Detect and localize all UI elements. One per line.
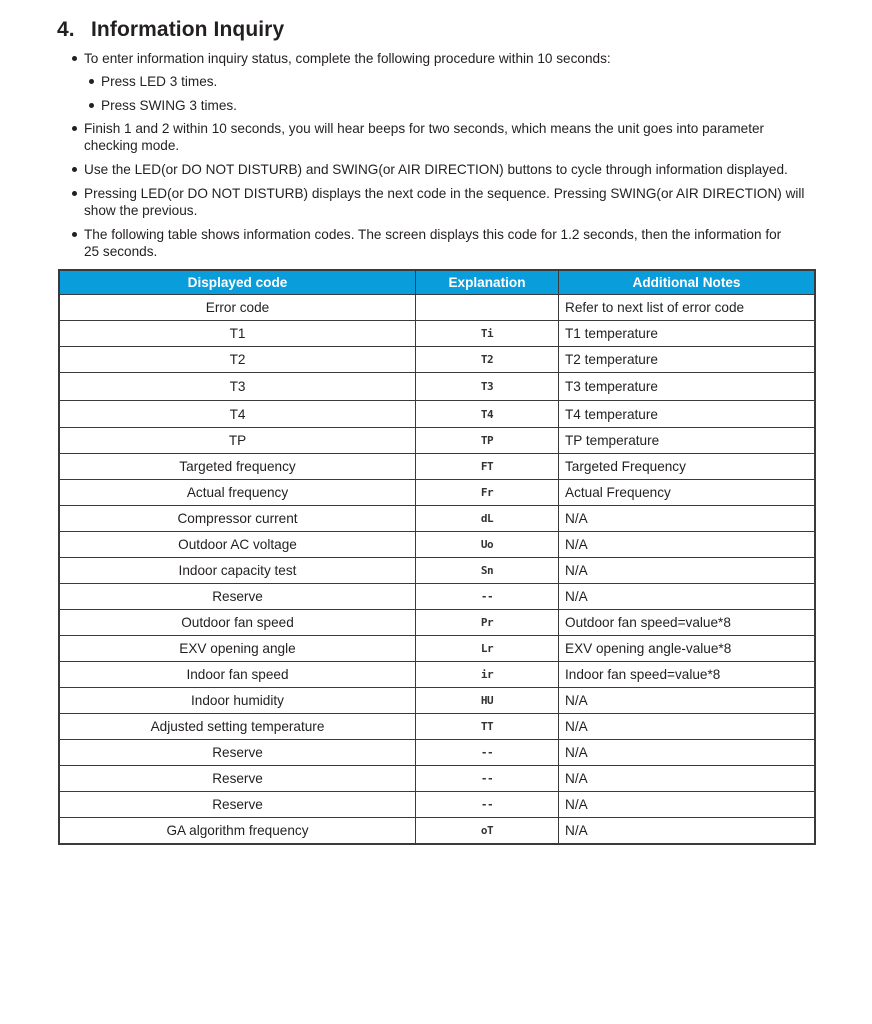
section-number: 4. bbox=[57, 18, 75, 41]
bullet-text-continued: 25 seconds. bbox=[84, 244, 158, 259]
column-header-additional-notes: Additional Notes bbox=[559, 270, 816, 295]
cell-notes: Outdoor fan speed=value*8 bbox=[559, 610, 816, 636]
cell-displayed-code: EXV opening angle bbox=[59, 636, 416, 662]
bullet-text: The following table shows information codes. The screen displays this code for 1.2 seconds, then the information for bbox=[84, 227, 782, 242]
cell-notes: T2 temperature bbox=[559, 347, 816, 373]
cell-displayed-code: T3 bbox=[59, 373, 416, 401]
cell-notes: T4 temperature bbox=[559, 401, 816, 428]
table-row bbox=[59, 454, 815, 480]
bullet-icon bbox=[72, 126, 77, 131]
cell-display-glyph: Ti bbox=[416, 321, 559, 347]
bullet-icon bbox=[72, 56, 77, 61]
cell-notes: N/A bbox=[559, 792, 816, 818]
table-row bbox=[59, 373, 815, 401]
table-row bbox=[59, 740, 815, 766]
bullet-item bbox=[84, 161, 788, 178]
table-row bbox=[59, 347, 815, 373]
table-row bbox=[59, 792, 815, 818]
table-row bbox=[59, 714, 815, 740]
bullet-text-continued: checking mode. bbox=[84, 138, 180, 153]
cell-notes: T1 temperature bbox=[559, 321, 816, 347]
cell-display-glyph: TP bbox=[416, 428, 559, 454]
cell-notes: N/A bbox=[559, 532, 816, 558]
cell-display-glyph: -- bbox=[416, 584, 559, 610]
cell-display-glyph: HU bbox=[416, 688, 559, 714]
cell-display-glyph: Sn bbox=[416, 558, 559, 584]
table-row bbox=[59, 401, 815, 428]
bullet-icon bbox=[89, 103, 94, 108]
cell-displayed-code: Reserve bbox=[59, 740, 416, 766]
cell-display-glyph: Uo bbox=[416, 532, 559, 558]
cell-notes: T3 temperature bbox=[559, 373, 816, 401]
cell-display-glyph: -- bbox=[416, 792, 559, 818]
information-codes-table bbox=[58, 269, 816, 845]
cell-displayed-code: Compressor current bbox=[59, 506, 416, 532]
table-row bbox=[59, 480, 815, 506]
cell-notes: Actual Frequency bbox=[559, 480, 816, 506]
table-row bbox=[59, 506, 815, 532]
table-row bbox=[59, 558, 815, 584]
cell-display-glyph: dL bbox=[416, 506, 559, 532]
table-row bbox=[59, 532, 815, 558]
table-header-row bbox=[59, 270, 815, 295]
cell-notes: N/A bbox=[559, 584, 816, 610]
table-row bbox=[59, 321, 815, 347]
cell-displayed-code: T2 bbox=[59, 347, 416, 373]
cell-displayed-code: Reserve bbox=[59, 584, 416, 610]
cell-notes: N/A bbox=[559, 818, 816, 845]
cell-display-glyph: Pr bbox=[416, 610, 559, 636]
cell-display-glyph: -- bbox=[416, 740, 559, 766]
cell-displayed-code: Adjusted setting temperature bbox=[59, 714, 416, 740]
table-row bbox=[59, 818, 815, 845]
table-row bbox=[59, 610, 815, 636]
section-heading bbox=[57, 18, 284, 42]
cell-display-glyph: Fr bbox=[416, 480, 559, 506]
section-title: Information Inquiry bbox=[91, 18, 285, 41]
table-row bbox=[59, 662, 815, 688]
table-row bbox=[59, 428, 815, 454]
cell-display-glyph: Lr bbox=[416, 636, 559, 662]
bullet-icon bbox=[72, 167, 77, 172]
cell-displayed-code: Reserve bbox=[59, 766, 416, 792]
cell-notes: N/A bbox=[559, 688, 816, 714]
cell-displayed-code: GA algorithm frequency bbox=[59, 818, 416, 845]
table-row bbox=[59, 688, 815, 714]
bullet-text: Use the LED(or DO NOT DISTURB) and SWING(or AIR DIRECTION) buttons to cycle through information displayed. bbox=[84, 162, 788, 177]
cell-notes: N/A bbox=[559, 766, 816, 792]
cell-displayed-code: T4 bbox=[59, 401, 416, 428]
bullet-text: Press SWING 3 times. bbox=[101, 98, 237, 113]
cell-notes: N/A bbox=[559, 740, 816, 766]
bullet-item bbox=[84, 226, 781, 260]
bullet-text: Press LED 3 times. bbox=[101, 74, 218, 89]
cell-display-glyph: T2 bbox=[416, 347, 559, 373]
cell-display-glyph: FT bbox=[416, 454, 559, 480]
bullet-text-continued: show the previous. bbox=[84, 203, 198, 218]
cell-displayed-code: Targeted frequency bbox=[59, 454, 416, 480]
bullet-icon bbox=[72, 191, 77, 196]
cell-display-glyph: oT bbox=[416, 818, 559, 845]
cell-notes: N/A bbox=[559, 506, 816, 532]
cell-displayed-code: Indoor capacity test bbox=[59, 558, 416, 584]
table-row bbox=[59, 295, 815, 321]
bullet-item bbox=[84, 185, 804, 219]
cell-display-glyph: -- bbox=[416, 766, 559, 792]
cell-notes: TP temperature bbox=[559, 428, 816, 454]
cell-notes: N/A bbox=[559, 558, 816, 584]
cell-displayed-code: Reserve bbox=[59, 792, 416, 818]
sub-bullet-item bbox=[101, 97, 237, 114]
table-row bbox=[59, 636, 815, 662]
cell-displayed-code: Error code bbox=[59, 295, 416, 321]
cell-displayed-code: Indoor fan speed bbox=[59, 662, 416, 688]
cell-display-glyph: ir bbox=[416, 662, 559, 688]
bullet-text: Finish 1 and 2 within 10 seconds, you will hear beeps for two seconds, which means the unit goes into parameter bbox=[84, 121, 765, 136]
cell-displayed-code: Actual frequency bbox=[59, 480, 416, 506]
cell-displayed-code: Indoor humidity bbox=[59, 688, 416, 714]
bullet-text: To enter information inquiry status, complete the following procedure within 10 seconds: bbox=[84, 51, 611, 66]
bullet-text: Pressing LED(or DO NOT DISTURB) displays the next code in the sequence. Pressing SWING(or AIR DIRECTION) will bbox=[84, 186, 805, 201]
bullet-icon bbox=[72, 232, 77, 237]
bullet-icon bbox=[89, 79, 94, 84]
cell-display-glyph: T3 bbox=[416, 373, 559, 401]
cell-notes: EXV opening angle-value*8 bbox=[559, 636, 816, 662]
cell-displayed-code: Outdoor fan speed bbox=[59, 610, 416, 636]
bullet-item bbox=[84, 120, 764, 154]
cell-notes: Refer to next list of error code bbox=[559, 295, 816, 321]
bullet-item bbox=[84, 50, 611, 67]
cell-displayed-code: Outdoor AC voltage bbox=[59, 532, 416, 558]
cell-displayed-code: T1 bbox=[59, 321, 416, 347]
cell-display-glyph: TT bbox=[416, 714, 559, 740]
cell-notes: N/A bbox=[559, 714, 816, 740]
column-header-displayed-code: Displayed code bbox=[59, 270, 416, 295]
table-row bbox=[59, 584, 815, 610]
column-header-explanation: Explanation bbox=[416, 270, 559, 295]
cell-notes: Targeted Frequency bbox=[559, 454, 816, 480]
cell-display-glyph: T4 bbox=[416, 401, 559, 428]
cell-notes: Indoor fan speed=value*8 bbox=[559, 662, 816, 688]
sub-bullet-item bbox=[101, 73, 217, 90]
table-row bbox=[59, 766, 815, 792]
cell-displayed-code: TP bbox=[59, 428, 416, 454]
cell-display-glyph bbox=[416, 295, 559, 321]
